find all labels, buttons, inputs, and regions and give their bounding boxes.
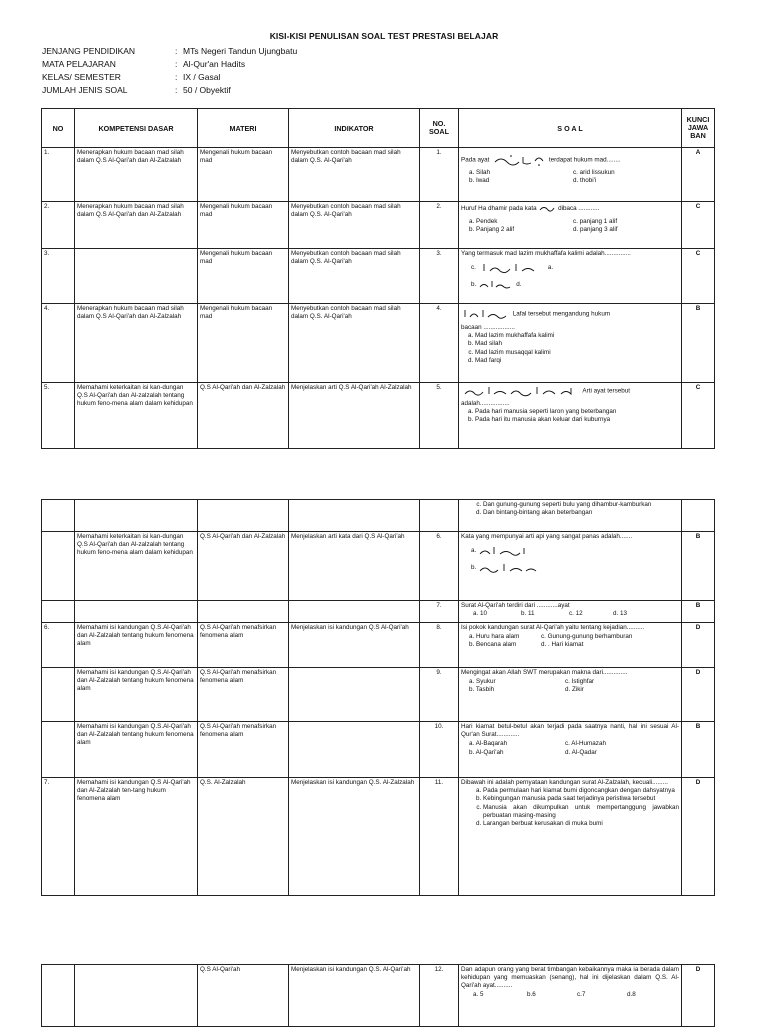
- meta-key: JENJANG PENDIDIKAN: [42, 46, 136, 56]
- option: b. Iwad: [469, 177, 490, 185]
- meta-colon: :: [175, 85, 178, 95]
- cell-no: 4.: [42, 304, 75, 383]
- header-no-soal: NO. SOAL: [420, 109, 459, 148]
- table-row: [42, 500, 715, 532]
- cell-indikator: Menjelaskan isi kandungan Q.S Al-Qari'ah: [289, 623, 420, 668]
- cell-no-soal: 9.: [420, 668, 459, 722]
- option: d. . Hari kiamat: [541, 641, 584, 649]
- cell-kunci: D: [682, 668, 715, 722]
- cell-no: 1.: [42, 148, 75, 202]
- option-list: [461, 408, 679, 424]
- cell-soal: [459, 965, 682, 1027]
- kisi-table-3: [41, 964, 715, 1027]
- option-marker: c.: [471, 264, 476, 272]
- meta-value: Al-Qur'an Hadits: [183, 59, 246, 69]
- question-text-tail: terdapat hukum mad........: [548, 156, 621, 164]
- option: c. panjang 1 alif: [573, 218, 618, 225]
- cell-kompetensi: Memahami isi kandungan Q.S Al-Qari'ah dan Al-Zalzalah ten-tang hukum fenomena alam: [75, 778, 198, 896]
- table-row: [42, 202, 715, 249]
- option: b. Mad silah: [475, 340, 679, 348]
- cell-kunci: C: [682, 249, 715, 304]
- cell-kunci: B: [682, 722, 715, 778]
- header-indikator: INDIKATOR: [289, 109, 420, 148]
- cell-materi: Q.S Al-Qari'ah dan Al-Zalzalah: [198, 532, 289, 601]
- cell-materi: Q.S Al-Qari'ah menafsirkan fenomena alam: [198, 722, 289, 778]
- option: b. Al-Qari'ah: [469, 748, 504, 756]
- option: b. Bencana alam: [469, 641, 517, 649]
- cell-kompetensi: Menerapkan hukum bacaan mad silah dalam Q.S Al-Qari'ah dan Al-Zalzalah: [75, 304, 198, 383]
- header-kompetensi: KOMPETENSI DASAR: [75, 109, 198, 148]
- cell-no-soal: 11.: [420, 778, 459, 896]
- header-kunci: KUNCI JAWA BAN: [682, 109, 715, 148]
- cell-kunci: B: [682, 532, 715, 601]
- cell-kunci: D: [682, 778, 715, 896]
- option: a. Huru hara alam: [469, 633, 520, 641]
- option-marker: b.: [471, 564, 477, 572]
- meta-value: 50 / Obyektif: [183, 85, 231, 95]
- cell-soal: [459, 249, 682, 304]
- table-row: [42, 304, 715, 383]
- cell-kunci: B: [682, 601, 715, 623]
- question-text: Dibawah ini adalah pernyataan kandungan surat Al-Zalzalah, kecuali.........: [461, 779, 668, 786]
- cell-no-soal: 5.: [420, 383, 459, 449]
- cell-kunci: C: [682, 202, 715, 249]
- option: a. 10: [473, 610, 488, 618]
- cell-soal: [459, 304, 682, 383]
- cell-soal: [459, 383, 682, 449]
- cell-indikator: Menjelaskan arti kata dari Q.S Al-Qari'ah: [289, 532, 420, 601]
- cell-kompetensi: Menerapkan hukum bacaan mad silah dalam Q.S Al-Qari'ah dan Al-Zalzalah: [75, 148, 198, 202]
- cell-materi: Q.S Al-Qari'ah menafsirkan fenomena alam: [198, 623, 289, 668]
- option: d. Larangan berbuat kerusakan di muka bumi: [483, 820, 679, 828]
- option: d. thobi'i: [573, 177, 597, 185]
- document-meta: [42, 45, 297, 97]
- option: c. Dan gunung-gunung seperti bulu yang dihambur-kamburkan: [483, 501, 679, 509]
- cell-materi: Mengenali hukum bacaan mad: [198, 249, 289, 304]
- cell-materi: Mengenali hukum bacaan mad: [198, 148, 289, 202]
- cell-soal: [459, 623, 682, 668]
- question-text-tail: adalah.................: [461, 400, 510, 407]
- arabic-verse-icon: [461, 307, 511, 321]
- option: c.7: [577, 990, 586, 998]
- cell-materi: Q.S Al-Qari'ah: [198, 965, 289, 1027]
- cell-soal: [459, 722, 682, 778]
- question-text: Arti ayat tersebut: [582, 387, 631, 395]
- question-text-tail: dibaca ............: [558, 205, 600, 213]
- cell-materi: Mengenali hukum bacaan mad: [198, 304, 289, 383]
- cell-no-soal: 3.: [420, 249, 459, 304]
- table-row: [42, 383, 715, 449]
- cell-no-soal: 1.: [420, 148, 459, 202]
- question-text: Kata yang mempunyai arti api yang sangat panas adalah.......: [461, 533, 633, 540]
- arabic-verse-icon: [491, 153, 547, 167]
- option: b.6: [527, 990, 536, 998]
- table-row: [42, 148, 715, 202]
- cell-kunci: D: [682, 965, 715, 1027]
- arabic-verse-icon: [461, 384, 581, 398]
- option: a. Pendek: [469, 218, 498, 225]
- question-text: Pada ayat: [461, 156, 490, 164]
- option: c. Istighfar: [565, 678, 595, 686]
- question-text: Huruf Ha dhamir pada kata: [461, 205, 537, 213]
- cell-kompetensi: Memahami keterkaitan isi kan-dungan Q.S Al-Qari'ah dan Al-zalzalah tentang hukum feno-mena alam dalam kehidupan: [75, 383, 198, 449]
- cell-materi: Q.S Al-Qari'ah dan Al-Zalzalah: [198, 383, 289, 449]
- cell-materi: Q.S. Al-Zalzalah: [198, 778, 289, 896]
- meta-row: [42, 84, 297, 97]
- cell-soal: [459, 148, 682, 202]
- cell-materi: Q.S Al-Qari'ah menafsirkan fenomena alam: [198, 668, 289, 722]
- option: a. Pada permulaan hari kiamat bumi digoncangkan dengan dahsyatnya: [483, 787, 679, 795]
- cell-no-soal: 10.: [420, 722, 459, 778]
- arabic-option-icon: [476, 544, 536, 558]
- cell-materi: Mengenali hukum bacaan mad: [198, 202, 289, 249]
- cell-kompetensi: Memahami isi kandungan Q.S.Al-Qari'ah dan Al-Zalzalah tentang hukum fenomena alam: [75, 722, 198, 778]
- option: d. Al-Qadar: [565, 748, 597, 756]
- option-marker: a.: [471, 547, 477, 555]
- cell-indikator: Menyebutkan contoh bacaan mad silah dalam Q.S. Al-Qari'ah: [289, 249, 420, 304]
- option-list: [461, 787, 679, 828]
- meta-colon: :: [175, 72, 178, 82]
- cell-indikator: Menjelaskan isi kandungan Q.S. Al-Qari'ah: [289, 965, 420, 1027]
- cell-kunci: B: [682, 304, 715, 383]
- option: d. Dan bintang-bintang akan beterbangan: [483, 509, 679, 517]
- cell-no-soal: 6.: [420, 532, 459, 601]
- cell-no-soal: 8.: [420, 623, 459, 668]
- option-marker: d.: [516, 281, 522, 289]
- option: d. panjang 3 alif: [573, 226, 618, 234]
- meta-row: [42, 45, 297, 58]
- table-row: [42, 249, 715, 304]
- cell-kompetensi: Memahami isi kandungan Q.S.Al-Qari'ah dan Al-Zalzalah tentang hukum fenomena alam: [75, 668, 198, 722]
- meta-row: [42, 58, 297, 71]
- option: c. 12: [569, 610, 583, 618]
- header-materi: MATERI: [198, 109, 289, 148]
- option: a. Pada hari manusia seperti laron yang beterbangan: [475, 408, 679, 416]
- cell-no: 3.: [42, 249, 75, 304]
- option: a. Syukur: [469, 678, 496, 686]
- cell-soal: [459, 778, 682, 896]
- cell-no: 7.: [42, 778, 75, 896]
- question-text: Mengingat akan Allah SWT merupakan makna dari..............: [461, 669, 628, 676]
- question-text: Dan adapun orang yang berat timbangan kebaikannya maka ia berada dalam kehidupan yang memuaskan (senang), hal ini dijelaskan dalam Q.S. Al-Qari'ah ayat..........: [461, 966, 679, 990]
- cell-indikator: Menjelaskan isi kandungan Q.S. Al-Zalzalah: [289, 778, 420, 896]
- option: d. 13: [613, 610, 628, 618]
- meta-value: IX / Gasal: [183, 72, 221, 82]
- table-row: [42, 668, 715, 722]
- question-text: Isi pokok kandungan surat Al-Qari'ah yaitu tentang kejadian..........: [461, 624, 645, 631]
- option: b. 11: [521, 610, 535, 618]
- kisi-table-2: [41, 499, 715, 896]
- meta-key: JUMLAH JENIS SOAL: [42, 85, 128, 95]
- cell-indikator: Menyebutkan contoh bacaan mad silah dalam Q.S. Al-Qari'ah: [289, 202, 420, 249]
- header-no: NO: [42, 109, 75, 148]
- option: d.8: [627, 990, 636, 998]
- meta-colon: :: [175, 59, 178, 69]
- question-text: Yang termasuk mad lazim mukhaffafa kalimi adalah...............: [461, 250, 631, 257]
- table-row: [42, 778, 715, 896]
- option: b. Tasbih: [469, 686, 495, 694]
- option: b. Kebingungan manusia pada saat terjadinya peristiwa tersebut: [483, 795, 679, 803]
- cell-soal: [459, 601, 682, 623]
- meta-row: [42, 71, 297, 84]
- cell-no-soal: 12.: [420, 965, 459, 1027]
- cell-kompetensi: Menerapkan hukum bacaan mad silah dalam Q.S Al-Qari'ah dan Al-Zalzalah: [75, 202, 198, 249]
- cell-soal: [459, 668, 682, 722]
- table-row: [42, 532, 715, 601]
- arabic-word-icon: [538, 203, 556, 214]
- cell-indikator: Menyebutkan contoh bacaan mad silah dalam Q.S. Al-Qari'ah: [289, 304, 420, 383]
- question-text: Hari kiamat betul-betul akan terjadi pada saatnya nanti, hal ini sesuai Al-Qur'an Surat.............: [461, 723, 679, 739]
- table-row: [42, 601, 715, 623]
- option-list: [461, 501, 679, 517]
- arabic-option-icon: [476, 561, 542, 575]
- cell-kunci: D: [682, 623, 715, 668]
- cell-no-soal: 7.: [420, 601, 459, 623]
- cell-kunci: A: [682, 148, 715, 202]
- cell-kompetensi: [75, 249, 198, 304]
- option: d. Mad farqi: [475, 357, 679, 365]
- cell-no: 2.: [42, 202, 75, 249]
- option: a. Al-Baqarah: [469, 740, 508, 748]
- kisi-table-1: [41, 108, 715, 449]
- table-row: [42, 623, 715, 668]
- cell-indikator: Menyebutkan contoh bacaan mad silah dalam Q.S. Al-Qari'ah: [289, 148, 420, 202]
- option: d. Zikir: [565, 686, 584, 694]
- option: b. Pada hari itu manusia akan keluar dari kuburnya: [475, 416, 679, 424]
- cell-soal: [459, 532, 682, 601]
- header-soal: S O A L: [459, 109, 682, 148]
- option: a. 5: [473, 990, 484, 998]
- cell-no-soal: 2.: [420, 202, 459, 249]
- option: a. Mad lazim mukhaffafa kalimi: [475, 332, 679, 340]
- question-text-tail: bacaan ..................: [461, 324, 515, 331]
- option-list: [461, 332, 679, 365]
- cell-kunci: C: [682, 383, 715, 449]
- meta-value: MTs Negeri Tandun Ujungbatu: [183, 46, 298, 56]
- cell-indikator: Menjelaskan arti Q.S Al-Qari'ah Al-Zalzalah: [289, 383, 420, 449]
- cell-no: 5.: [42, 383, 75, 449]
- cell-soal: [459, 500, 682, 532]
- arabic-option-icon: [476, 261, 546, 275]
- question-text: Lafal tersebut mengandung hukum: [512, 310, 611, 318]
- header-row: [42, 109, 715, 148]
- document-title: KISI-KISI PENULISAN SOAL TEST PRESTASI BELAJAR: [269, 31, 499, 41]
- option: c. Manusia akan dikumpulkan untuk mempertanggung jawabkan perbuatan masing-masing: [483, 804, 679, 820]
- option: c. Al-Humazah: [565, 740, 606, 748]
- option-marker: b.: [471, 281, 477, 289]
- option-marker: a.: [547, 264, 554, 272]
- cell-kompetensi: Memahami isi kandungan Q.S.Al-Qari'ah dan Al-Zalzalah tentang hukum fenomena alam: [75, 623, 198, 668]
- option: b. Panjang 2 alif: [469, 226, 515, 234]
- option: c. arid lissukun: [573, 169, 615, 176]
- option: c. Gunung-gunung berhamburan: [541, 633, 633, 641]
- cell-no-soal: 4.: [420, 304, 459, 383]
- meta-key: MATA PELAJARAN: [42, 59, 116, 69]
- table-row: [42, 722, 715, 778]
- cell-no: 6.: [42, 623, 75, 668]
- cell-soal: [459, 202, 682, 249]
- cell-kompetensi: Memahami keterkaitan isi kan-dungan Q.S Al-Qari'ah dan Al-zalzalah tentang hukum feno-mena alam dalam kehidupan: [75, 532, 198, 601]
- option: a. Silah: [469, 169, 491, 176]
- option: c. Mad lazim musaqqal kalimi: [475, 349, 679, 357]
- question-text: Surat Al-Qari'ah terdiri dari ............ayat: [461, 602, 570, 609]
- table-row: [42, 965, 715, 1027]
- arabic-option-icon: [476, 278, 516, 292]
- meta-key: KELAS/ SEMESTER: [42, 72, 121, 82]
- meta-colon: :: [175, 46, 178, 56]
